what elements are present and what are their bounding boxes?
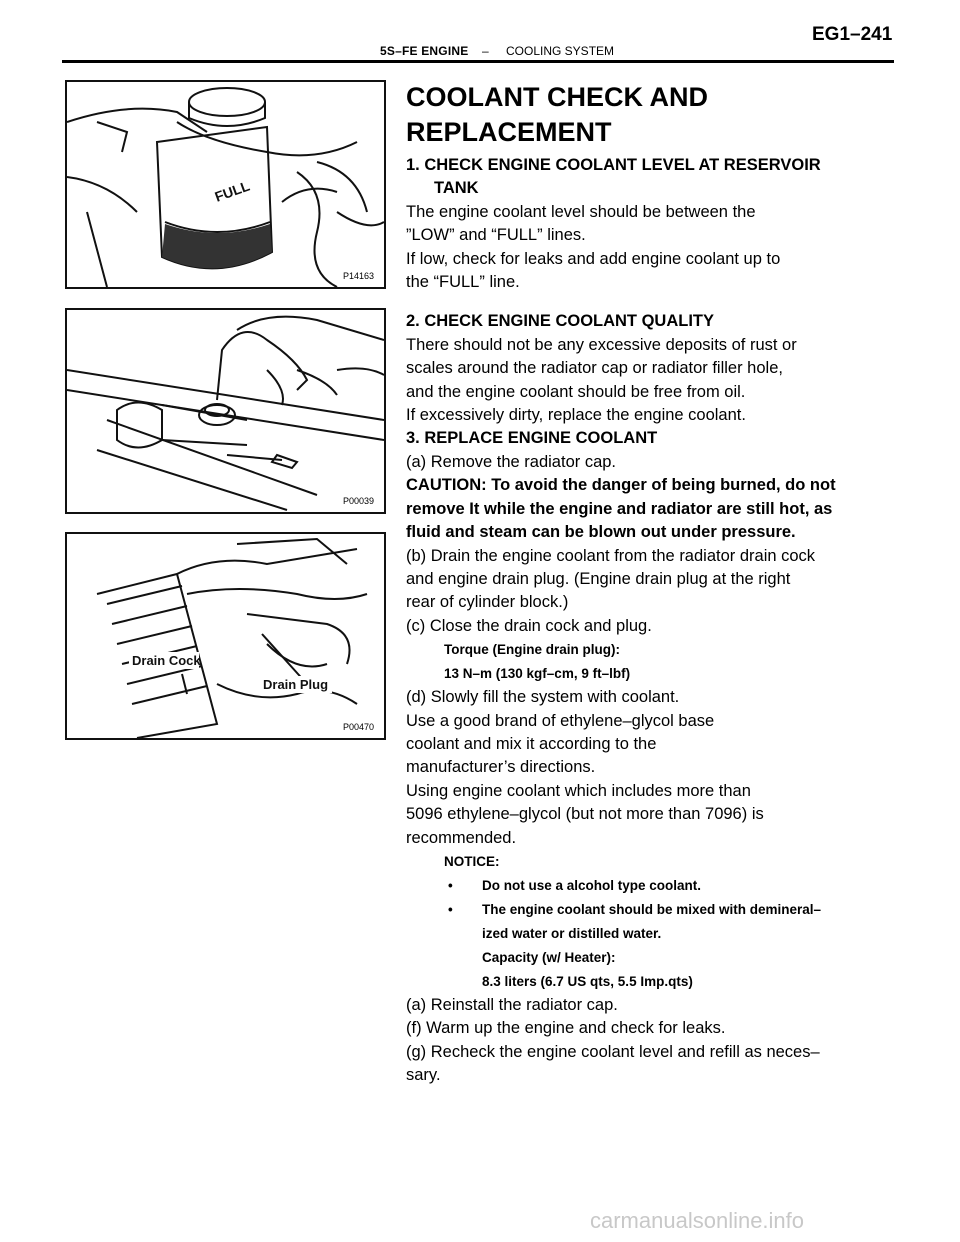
- section-title: [406, 80, 906, 150]
- notice-text: The engine coolant should be mixed with demineral–: [482, 901, 822, 917]
- paragraph-line: scales around the radiator cap or radiator filler hole,: [406, 359, 783, 378]
- paragraph-line: and engine drain plug. (Engine drain plug at the right: [406, 569, 791, 588]
- figure-radiator-cap: [65, 308, 386, 514]
- figure-code: P14163: [342, 271, 374, 281]
- paragraph-line: sary.: [406, 1066, 441, 1085]
- figure-code: P00470: [342, 722, 374, 732]
- drain-cock-label: Drain Cock: [132, 653, 201, 668]
- paragraph-line: rear of cylinder block.): [406, 593, 569, 612]
- paragraph-line: (g) Recheck the engine coolant level and refill as neces–: [406, 1042, 820, 1061]
- step-1-heading: 1. CHECK ENGINE COOLANT LEVEL AT RESERVOIR: [406, 156, 821, 174]
- paragraph-line: (b) Drain the engine coolant from the radiator drain cock: [406, 546, 816, 565]
- paragraph-line: and the engine coolant should be free from oil.: [406, 382, 746, 401]
- title-line: COOLANT CHECK AND: [406, 82, 708, 112]
- paragraph-line: Use a good brand of ethylene–glycol base: [406, 711, 715, 730]
- page-header: [0, 0, 960, 62]
- drain-locations-illustration: [67, 534, 384, 738]
- figure-reservoir-tank: [65, 80, 386, 289]
- step-3-heading: 3. REPLACE ENGINE COOLANT: [406, 429, 658, 448]
- figure-drain-locations: [65, 532, 386, 740]
- paragraph-line: (d) Slowly fill the system with coolant.: [406, 688, 680, 707]
- capacity-value: 8.3 liters (6.7 US qts, 5.5 Imp.qts): [482, 973, 693, 989]
- notice-heading: NOTICE:: [444, 853, 500, 869]
- header-system: COOLING SYSTEM: [506, 44, 615, 58]
- watermark: carmanualsonline.info: [590, 1208, 805, 1233]
- paragraph-line: manufacturer’s directions.: [406, 758, 596, 777]
- caution-line: fluid and steam can be blown out under pressure.: [406, 523, 796, 542]
- step-2-heading: 2. CHECK ENGINE COOLANT QUALITY: [406, 312, 715, 331]
- paragraph-line: Using engine coolant which includes more than: [406, 781, 751, 800]
- paragraph-line: If low, check for leaks and add engine coolant up to: [406, 249, 781, 268]
- full-line-label: FULL: [212, 177, 252, 205]
- paragraph-line: (c) Close the drain cock and plug.: [406, 616, 652, 635]
- title-line: REPLACEMENT: [406, 117, 612, 147]
- paragraph-line: coolant and mix it according to the: [406, 734, 657, 753]
- paragraph-line: (a) Reinstall the radiator cap.: [406, 995, 618, 1014]
- torque-value: 13 N–m (130 kgf–cm, 9 ft–lbf): [444, 666, 631, 682]
- paragraph-line: (f) Warm up the engine and check for leaks.: [406, 1019, 726, 1038]
- header-separator: –: [482, 44, 489, 58]
- paragraph-line: The engine coolant level should be between the: [406, 202, 756, 221]
- torque-label: Torque (Engine drain plug):: [444, 642, 620, 658]
- reservoir-tank-illustration: [67, 82, 384, 287]
- paragraph-line: 5096 ethylene–glycol (but not more than 7096) is: [406, 805, 764, 824]
- header-engine: 5S–FE ENGINE: [380, 44, 469, 58]
- notice-bullet-item: [406, 898, 906, 922]
- paragraph-line: recommended.: [406, 828, 517, 847]
- bullet-mark: •: [448, 877, 453, 893]
- capacity-label: Capacity (w/ Heater):: [482, 949, 616, 965]
- main-text-column: [406, 80, 906, 1088]
- bullet-mark: •: [448, 901, 453, 917]
- radiator-cap-illustration: [67, 310, 384, 512]
- drain-plug-label: Drain Plug: [263, 677, 329, 692]
- paragraph-line: ”LOW” and “FULL” lines.: [406, 226, 586, 245]
- header-rule: [62, 60, 894, 63]
- paragraph-line: There should not be any excessive deposits of rust or: [406, 335, 797, 354]
- notice-bullet-item: [406, 874, 906, 898]
- paragraph-line: the “FULL” line.: [406, 273, 520, 292]
- step-1-heading-cont: TANK: [434, 179, 479, 198]
- figure-code: P00039: [342, 496, 374, 506]
- caution-line: remove It while the engine and radiator are still hot, as: [406, 499, 833, 518]
- caution-line: CAUTION: To avoid the danger of being burned, do not: [406, 476, 836, 495]
- page-number: EG1–241: [812, 24, 893, 45]
- notice-text: Do not use a alcohol type coolant.: [482, 877, 702, 893]
- notice-text-cont: ized water or distilled water.: [482, 925, 662, 941]
- paragraph-line: If excessively dirty, replace the engine coolant.: [406, 406, 746, 425]
- paragraph-line: (a) Remove the radiator cap.: [406, 452, 617, 471]
